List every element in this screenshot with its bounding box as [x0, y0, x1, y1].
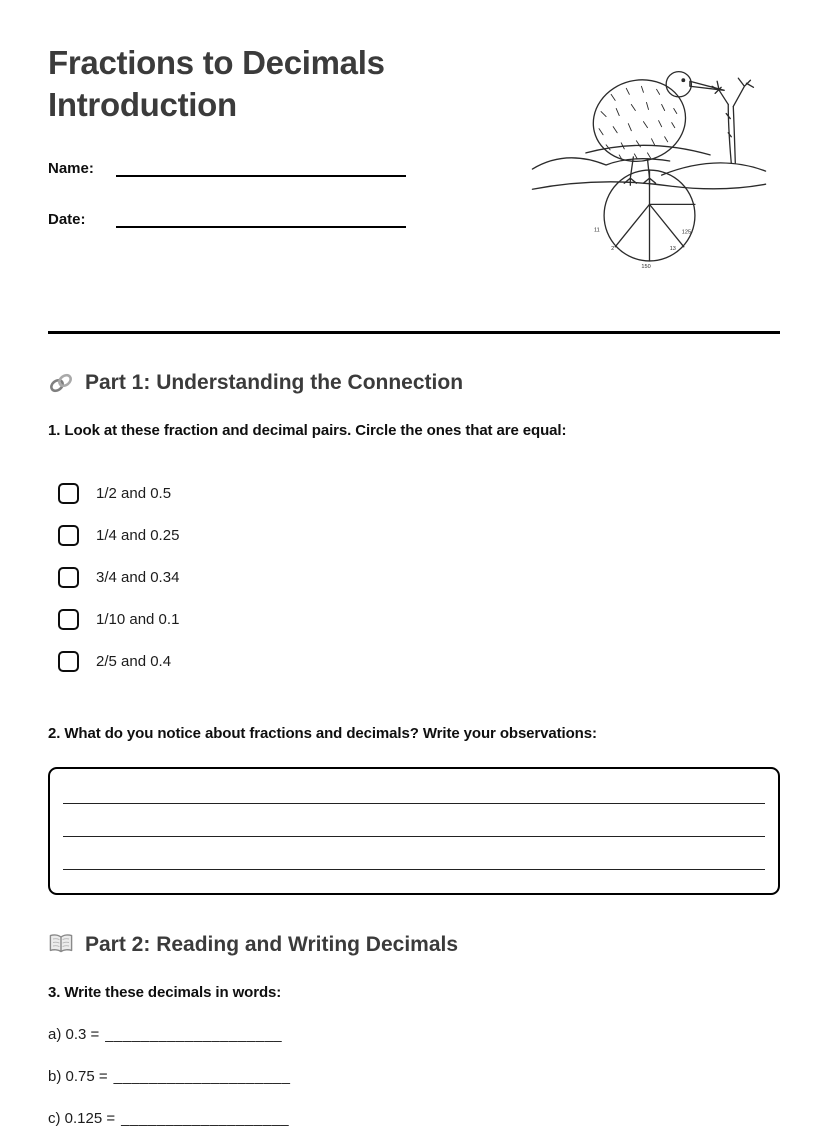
option-label: 3/4 and 0.34 [96, 569, 180, 586]
name-field-row [48, 157, 530, 177]
decimal-words-item-b [48, 1068, 780, 1085]
checkbox[interactable] [58, 483, 79, 504]
date-field-row [48, 208, 530, 228]
answer-blank[interactable]: ___________________ [121, 1110, 290, 1127]
section-divider [48, 331, 780, 334]
page-title: Fractions to Decimals Introduction [48, 44, 385, 124]
option-label: 2/5 and 0.4 [96, 653, 172, 670]
header-left [48, 42, 530, 228]
checkbox[interactable] [58, 567, 79, 588]
checkbox[interactable] [58, 525, 79, 546]
observations-answer-box[interactable] [48, 767, 780, 895]
option-label: 1/2 and 0.5 [96, 485, 172, 502]
option-row [58, 524, 780, 547]
decimal-label: a) 0.3 = [48, 1026, 100, 1043]
option-row [58, 566, 780, 589]
decimal-label: b) 0.75 = [48, 1068, 108, 1085]
option-label: 1/4 and 0.25 [96, 527, 180, 544]
writing-line[interactable] [63, 803, 765, 804]
writing-line[interactable] [63, 836, 765, 837]
circle-label: 125 [681, 229, 692, 236]
feather-speckles [599, 86, 677, 160]
kiwi-illustration-svg [530, 56, 768, 270]
option-row [58, 608, 780, 631]
part1-heading-text: Part 1: Understanding the Connection [85, 371, 464, 394]
option-row [58, 650, 780, 673]
option-label: 1/10 and 0.1 [96, 611, 180, 628]
option-row [58, 482, 780, 505]
part1-heading [48, 371, 780, 395]
circle-label: 2 [611, 245, 615, 252]
circle-label: 11 [593, 227, 600, 234]
answer-blank[interactable]: ____________________ [105, 1026, 283, 1043]
checkbox[interactable] [58, 651, 79, 672]
question-1: 1. Look at these fraction and decimal pairs. Circle the ones that are equal: [48, 422, 567, 439]
kiwi-illustration [530, 56, 768, 275]
name-input-line[interactable] [116, 157, 406, 177]
link-icon [48, 371, 74, 395]
part2-heading [48, 933, 780, 957]
bare-tree [712, 78, 753, 163]
date-input-line[interactable] [116, 208, 406, 228]
answer-blank[interactable]: ____________________ [113, 1068, 291, 1085]
checkbox[interactable] [58, 609, 79, 630]
open-book-icon [48, 933, 74, 957]
fraction-pair-options [58, 482, 780, 673]
circle-label: 150 [641, 263, 651, 270]
circle-label: 13 [669, 245, 676, 252]
writing-line[interactable] [63, 869, 765, 870]
name-label: Name: [48, 160, 94, 178]
decimal-label: c) 0.125 = [48, 1110, 116, 1127]
question-3: 3. Write these decimals in words: [48, 984, 282, 1001]
decimal-words-item-c [48, 1110, 780, 1127]
header [48, 42, 780, 275]
kiwi-bird [585, 70, 725, 185]
kiwi-eye [681, 78, 685, 82]
question-2: 2. What do you notice about fractions and decimals? Write your observations: [48, 725, 597, 742]
part2-heading-text: Part 2: Reading and Writing Decimals [85, 933, 459, 956]
decimal-words-item-a [48, 1026, 780, 1043]
date-label: Date: [48, 211, 86, 229]
